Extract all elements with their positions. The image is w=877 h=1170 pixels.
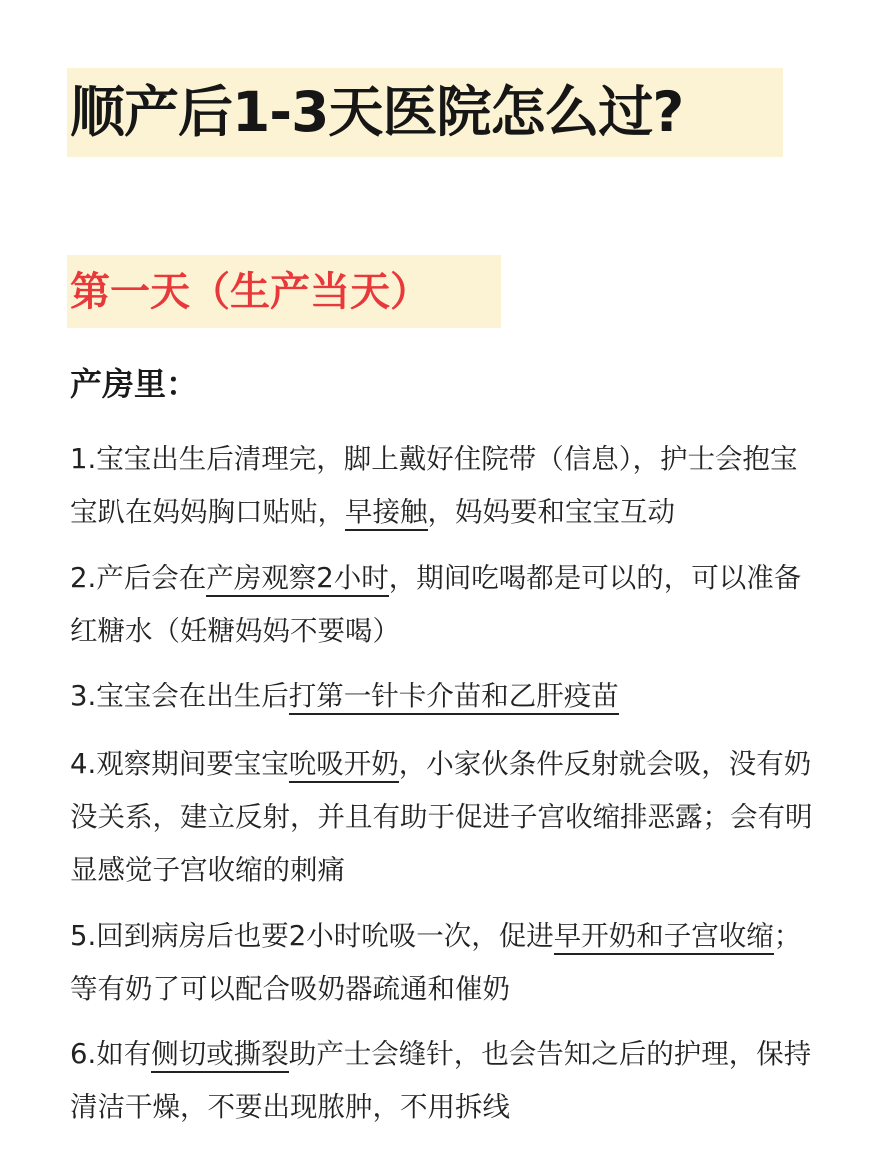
item-text: 4.观察期间要宝宝 xyxy=(70,748,289,780)
item-underlined-text: 打第一针卡介苗和乙肝疫苗 xyxy=(289,680,619,715)
item-underlined-text: 早开奶和子宫收缩 xyxy=(554,920,774,955)
item-text: 3.宝宝会在出生后 xyxy=(70,680,289,712)
item-text: 助产士会缝针，也会告知之后的护理，保持清洁干燥，不要出现脓肿，不用拆线 xyxy=(70,1038,812,1123)
item-text: 2.产后会在 xyxy=(70,562,207,594)
page-title: 顺产后1-3天医院怎么过? xyxy=(70,80,684,144)
list-item xyxy=(70,910,820,1016)
item-text: ；等有奶了可以配合吸奶器疏通和催奶 xyxy=(70,920,802,1005)
item-text: 6.如有 xyxy=(70,1038,152,1070)
item-underlined-text: 产房观察2小时 xyxy=(206,562,389,597)
item-text: ，小家伙条件反射就会吸，没有奶没关系，建立反射，并且有助于促进子宫收缩排恶露；会有明显感觉子宫收缩的刺痛 xyxy=(70,748,813,886)
list-item xyxy=(70,670,820,723)
item-text: 1.宝宝出生后清理完，脚上戴好住院带（信息），护士会抱宝宝趴在妈妈胸口贴贴， xyxy=(70,443,798,528)
list-item xyxy=(70,552,820,658)
item-text: 5.回到病房后也要2小时吮吸一次，促进 xyxy=(70,920,554,952)
section-label: 产房里： xyxy=(70,365,199,403)
item-text: ，妈妈要和宝宝互动 xyxy=(427,496,675,528)
item-text: ，期间吃喝都是可以的，可以准备红糖水（妊糖妈妈不要喝） xyxy=(70,562,802,647)
list-item xyxy=(70,738,820,897)
day-heading: 第一天（生产当天） xyxy=(70,269,430,315)
item-underlined-text: 侧切或撕裂 xyxy=(151,1038,289,1073)
list-item xyxy=(70,433,820,539)
list-item xyxy=(70,1028,820,1134)
item-underlined-text: 吮吸开奶 xyxy=(289,748,399,783)
item-underlined-text: 早接触 xyxy=(345,496,428,531)
